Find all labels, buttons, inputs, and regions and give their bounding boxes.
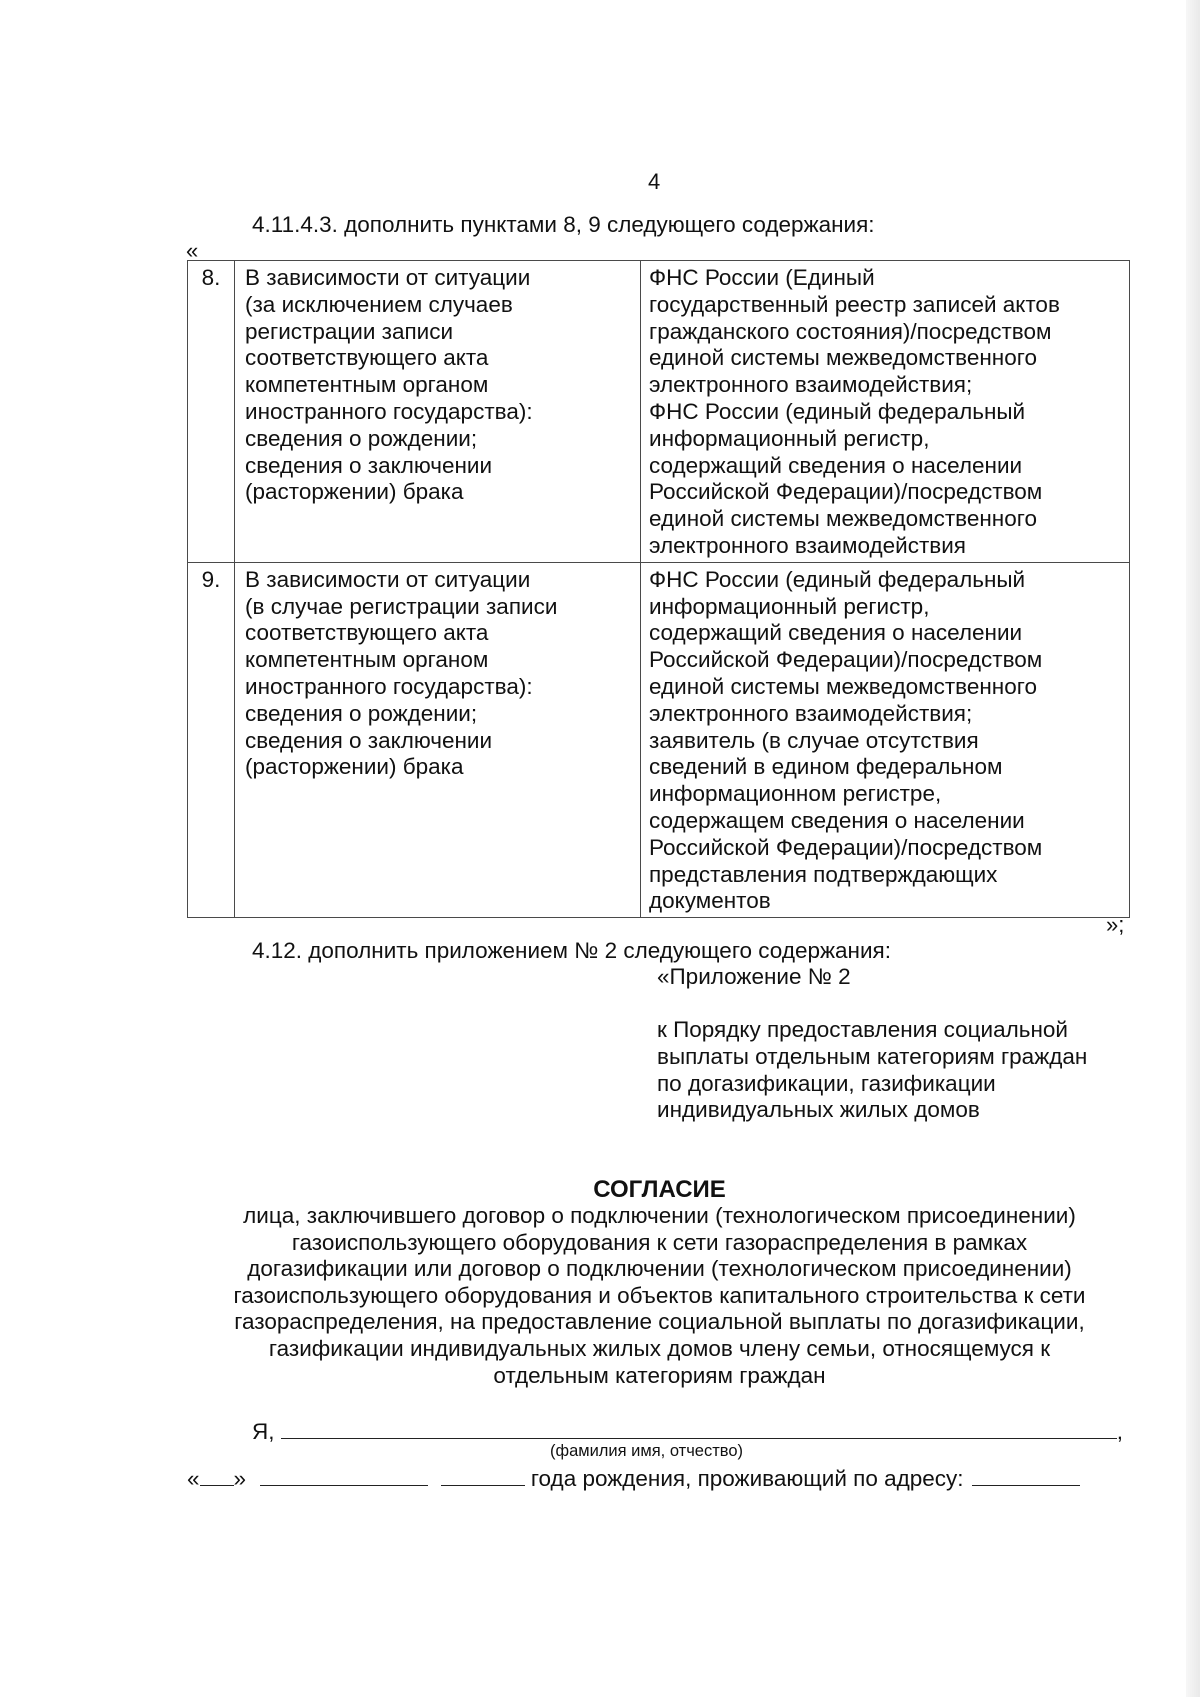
text-line: сведения о рождении; <box>245 425 478 451</box>
text-line: соответствующего акта <box>245 620 489 646</box>
page-edge-shadow <box>1186 0 1200 1697</box>
birth-day-field[interactable] <box>200 1467 234 1486</box>
text-line: Российской Федерации)/посредством <box>649 834 1043 860</box>
text-line: единой системы межведомственного <box>649 345 1037 371</box>
text-line: Российской Федерации)/посредством <box>649 479 1043 505</box>
text-line: сведения о рождении; <box>245 700 478 726</box>
text-line: документов <box>649 888 771 914</box>
text-line: информационном регистре, <box>649 781 942 807</box>
opening-quote: « <box>186 238 199 263</box>
item-4-12-line: 4.12. дополнить приложением № 2 следующего содержания: <box>252 938 891 963</box>
amendment-table <box>187 260 1130 918</box>
text-line: содержащем сведения о населении <box>649 807 1025 833</box>
text-line: по догазификации, газификации <box>657 1070 996 1096</box>
text-line: электронного взаимодействия <box>649 532 966 558</box>
text-line: электронного взаимодействия; <box>649 700 973 726</box>
text-line: компетентным органом <box>245 647 489 673</box>
text-line: иностранного государства): <box>245 398 533 424</box>
text-line: сведения о заключении <box>245 452 493 478</box>
text-line: государственный реестр записей актов <box>649 291 1060 317</box>
text-line: отдельным категориям граждан <box>493 1362 826 1388</box>
text-line: (расторжении) брака <box>245 479 464 505</box>
birth-text: года рождения, проживающий по адресу: <box>530 1466 964 1491</box>
text-line: газораспределения, на предоставление социальной выплаты по догазификации, <box>234 1309 1085 1335</box>
name-field-hint: (фамилия имя, отчество) <box>550 1442 744 1460</box>
condition-cell <box>235 562 641 917</box>
text-line: содержащий сведения о населении <box>649 452 1023 478</box>
appendix-title: «Приложение № 2 <box>657 964 851 989</box>
text-line: представления подтверждающих <box>649 861 998 887</box>
text-line: газификации индивидуальных жилых домов члену семьи, относящемуся к <box>268 1335 1051 1361</box>
birth-year-field[interactable] <box>441 1467 525 1486</box>
text-line: индивидуальных жилых домов <box>657 1097 980 1123</box>
text-line: информационный регистр, <box>649 425 930 451</box>
intro-line: 4.11.4.3. дополнить пунктами 8, 9 следующего содержания: <box>252 212 875 237</box>
text-line: гражданского состояния)/посредством <box>649 318 1052 344</box>
appendix-reference <box>657 1017 1087 1124</box>
text-line: заявитель (в случае отсутствия <box>649 727 979 753</box>
table-row <box>188 261 1130 563</box>
comma: , <box>1116 1419 1124 1444</box>
text-line: единой системы межведомственного <box>649 673 1037 699</box>
text-line: Российской Федерации)/посредством <box>649 647 1043 673</box>
text-line: ФНС России (Единый <box>649 265 875 290</box>
text-line: (в случае регистрации записи <box>245 593 558 619</box>
text-line: (расторжении) брака <box>245 754 464 780</box>
text-line: электронного взаимодействия; <box>649 372 973 398</box>
full-name-field[interactable] <box>281 1420 1117 1439</box>
text-line: сведения о заключении <box>245 727 493 753</box>
address-field[interactable] <box>972 1467 1080 1486</box>
day-open-quote: « <box>187 1466 200 1491</box>
text-line: содержащий сведения о населении <box>649 620 1023 646</box>
consent-title: СОГЛАСИЕ <box>593 1176 726 1203</box>
text-line: ФНС России (единый федеральный <box>649 566 1026 592</box>
text-line: единой системы межведомственного <box>649 506 1037 532</box>
text-line: В зависимости от ситуации <box>245 265 531 290</box>
text-line: сведений в едином федеральном <box>649 754 1003 780</box>
text-line: иностранного государства): <box>245 673 533 699</box>
day-close-quote: » <box>233 1466 247 1491</box>
row-number: 8. <box>188 261 235 563</box>
page-number: 4 <box>648 169 661 194</box>
text-line: (за исключением случаев <box>245 291 513 317</box>
i-label: Я, <box>252 1419 275 1444</box>
text-line: газоиспользующего оборудования и объектов капитального строительства к сети <box>233 1282 1086 1308</box>
text-line: к Порядку предоставления социальной <box>657 1017 1068 1042</box>
source-cell <box>641 562 1130 917</box>
text-line: газоиспользующего оборудования к сети газораспределения в рамках <box>291 1229 1028 1255</box>
row-number: 9. <box>188 562 235 917</box>
text-line: компетентным органом <box>245 372 489 398</box>
text-line: лица, заключившего договор о подключении (технологическом присоединении) <box>243 1203 1076 1228</box>
source-cell <box>641 261 1130 563</box>
text-line: ФНС России (единый федеральный <box>649 398 1026 424</box>
text-line: информационный регистр, <box>649 593 930 619</box>
birth-month-field[interactable] <box>260 1467 428 1486</box>
consent-description <box>187 1203 1132 1389</box>
text-line: В зависимости от ситуации <box>245 566 531 592</box>
text-line: выплаты отдельным категориям граждан <box>657 1043 1088 1069</box>
table-row <box>188 562 1130 917</box>
text-line: регистрации записи <box>245 318 454 344</box>
birth-row <box>187 1466 1080 1492</box>
text-line: догазификации или договор о подключении (технологическом присоединении) <box>247 1256 1072 1282</box>
text-line: соответствующего акта <box>245 345 489 371</box>
condition-cell <box>235 261 641 563</box>
closing-quote: »; <box>1106 912 1125 937</box>
